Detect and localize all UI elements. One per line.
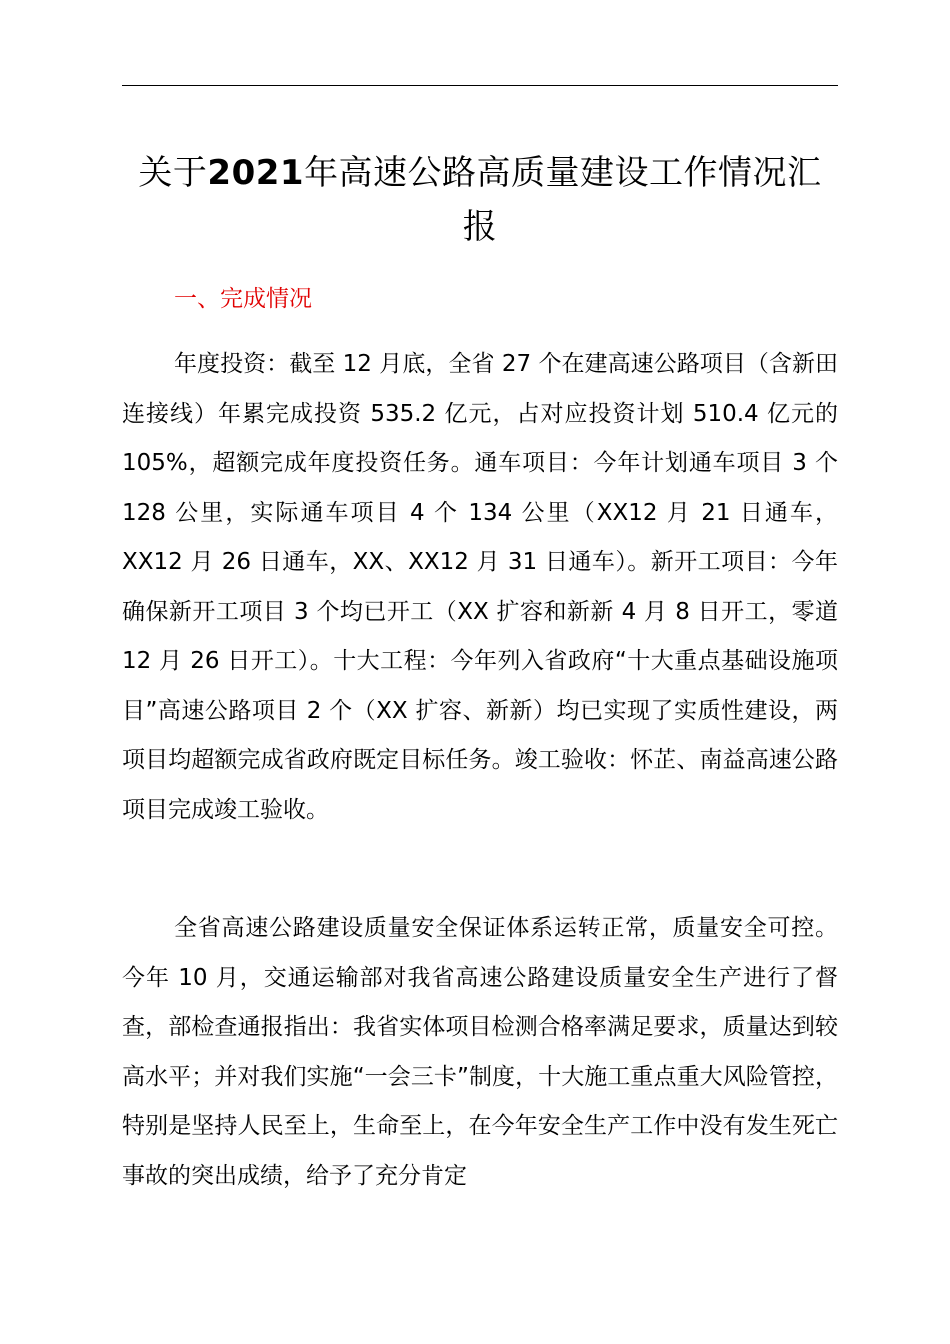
title-prefix: 关于 <box>138 153 208 193</box>
title-suffix: 年高速公路高质量建设工作情况汇报 <box>304 153 822 247</box>
document-title <box>122 146 838 254</box>
paragraph-quality-safety: 全省高速公路建设质量安全保证体系运转正常，质量安全可控。今年 10 月，交通运输部对我省高速公路建设质量安全生产进行了督查，部检查通报指出：我省实体项目检测合格率满足要求，质量达到较高水平；并对我们实施“一会三卡”制度，十大施工重点重大风险管控，特别是坚持人民至上，生命至上，在今年安全生产工作中没有发生死亡事故的突出成绩，给予了充分肯定 <box>122 915 838 1189</box>
title-year: 2021 <box>207 153 305 193</box>
header-rule <box>122 85 838 86</box>
paragraph-completion-status: 年度投资：截至 12 月底，全省 27 个在建高速公路项目（含新田连接线）年累完成投资 535.2 亿元，占对应投资计划 510.4 亿元的 105%，超额完成年度投资任务。通车项目：今年计划通车项目 3 个 128 公里，实际通车项目 4 个 134 公里（XX12 月 21 日通车，XX12 月 26 日通车，XX、XX12 月 31 日通车）。新开工项目：今年确保新开工项目 3 个均已开工（XX 扩容和新新 4 月 8 日开工，零道 12 月 26 日开工）。十大工程：今年列入省政府“十大重点基础设施项目”高速公路项目 2 个（XX 扩容、新新）均已实现了实质性建设，两项目均超额完成省政府既定目标任务。竣工验收：怀芷、南益高速公路项目完成竣工验收。 <box>122 351 838 823</box>
section-heading: 一、完成情况 <box>174 286 312 312</box>
